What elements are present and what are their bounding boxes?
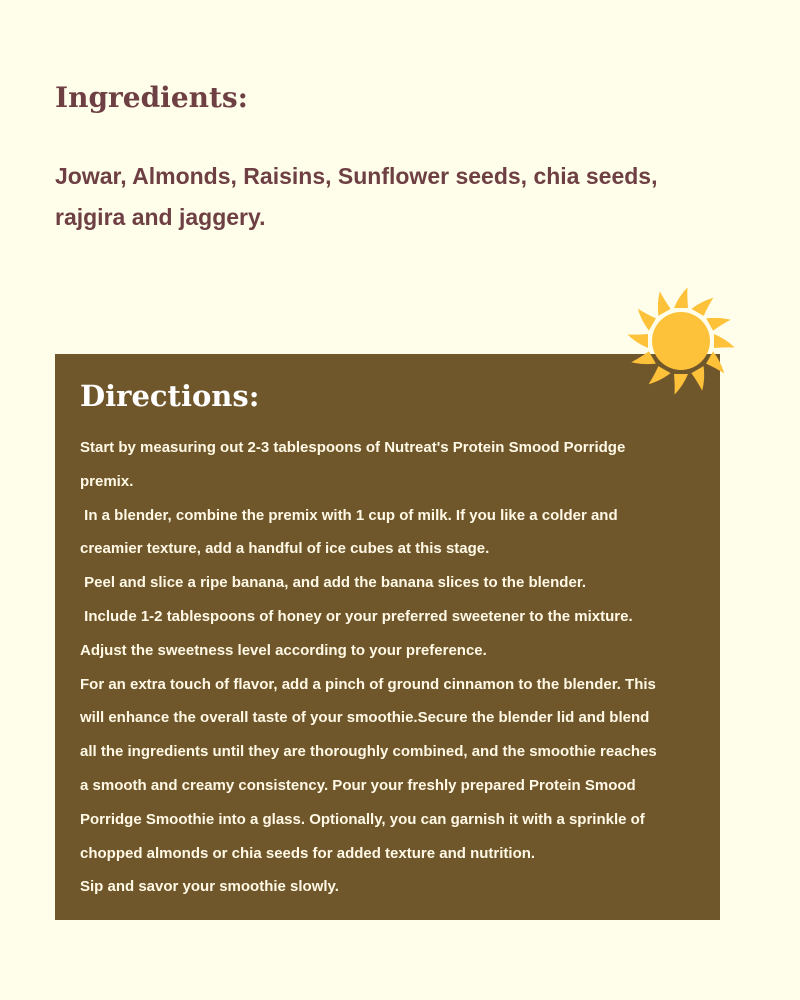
sun-ray [691,366,704,391]
directions-line: Sip and savor your smoothie slowly. [80,878,339,896]
directions-line: creamier texture, add a handful of ice cubes at this stage. [80,540,490,558]
directions-line: Start by measuring out 2-3 tablespoons of Nutreat's Protein Smood Porridge [80,439,626,456]
directions-line: will enhance the overall taste of your smoothie.Secure the blender lid and blend [80,709,650,727]
directions-text [80,431,700,904]
directions-heading: Directions: [80,379,260,413]
sun-ray [658,291,671,316]
directions-line: Porridge Smoothie into a glass. Optionally, you can garnish it with a sprinkle of [80,810,645,828]
sun-ray [706,351,724,373]
ingredients-list-line: rajgira and jaggery. [55,204,266,230]
sun-ray [631,351,656,364]
sun-ray [691,298,713,316]
sun-ray [627,334,648,348]
sun-ray [674,374,688,395]
directions-line: Peel and slice a ripe banana, and add the banana slices to the blender. [80,574,586,592]
sun-ray [714,334,735,348]
directions-line: a smooth and creamy consistency. Pour your freshly prepared Protein Smood [80,776,636,794]
ingredients-heading: Ingredients: [55,81,249,114]
directions-line: For an extra touch of flavor, add a pinch of ground cinnamon to the blender. This [80,675,656,693]
sun-ray [674,287,688,308]
sun-icon [622,284,740,398]
directions-line: Include 1-2 tablespoons of honey or your preferred sweetener to the mixture. [80,607,633,625]
ingredients-list-line: Jowar, Almonds, Raisins, Sunflower seeds, chia seeds, [55,163,658,189]
directions-line: In a blender, combine the premix with 1 cup of milk. If you like a colder and [80,506,618,524]
directions-line: all the ingredients until they are thoroughly combined, and the smoothie reaches [80,743,657,761]
directions-line: premix. [80,472,134,490]
sun-ray [649,366,671,384]
directions-line: chopped almonds or chia seeds for added texture and nutrition. [80,844,536,862]
ingredients-list [55,156,735,238]
directions-line: Adjust the sweetness level according to your preference. [80,641,487,659]
directions-panel [55,354,720,920]
sun-ray [706,318,731,331]
sun-ray [638,309,656,331]
